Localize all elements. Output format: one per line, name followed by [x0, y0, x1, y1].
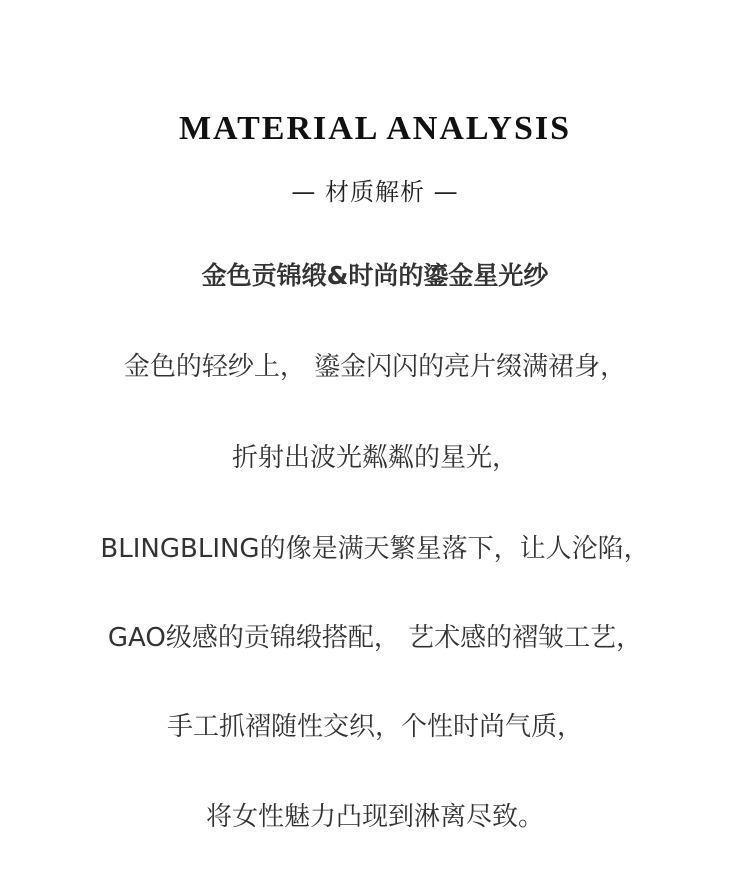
- section-title: MATERIAL ANALYSIS: [178, 110, 572, 147]
- material-heading: 金色贡锦缎&时尚的鎏金星光纱: [201, 261, 549, 290]
- description-line-6: 将女性魅力凸现到淋离尽致。: [205, 802, 544, 832]
- description-line-5: 手工抓褶随性交织，个性时尚气质，: [166, 712, 583, 742]
- section-subtitle: — 材质解析 —: [291, 178, 459, 206]
- description-line-4: GAO级感的贡锦缎搭配， 艺术感的褶皱工艺，: [107, 623, 643, 653]
- description-line-1: 金色的轻纱上， 鎏金闪闪的亮片缀满裙身，: [123, 352, 627, 382]
- description-line-3: BLINGBLING的像是满天繁星落下，让人沦陷，: [100, 534, 650, 564]
- description-line-2: 折射出波光粼粼的星光，: [231, 443, 518, 473]
